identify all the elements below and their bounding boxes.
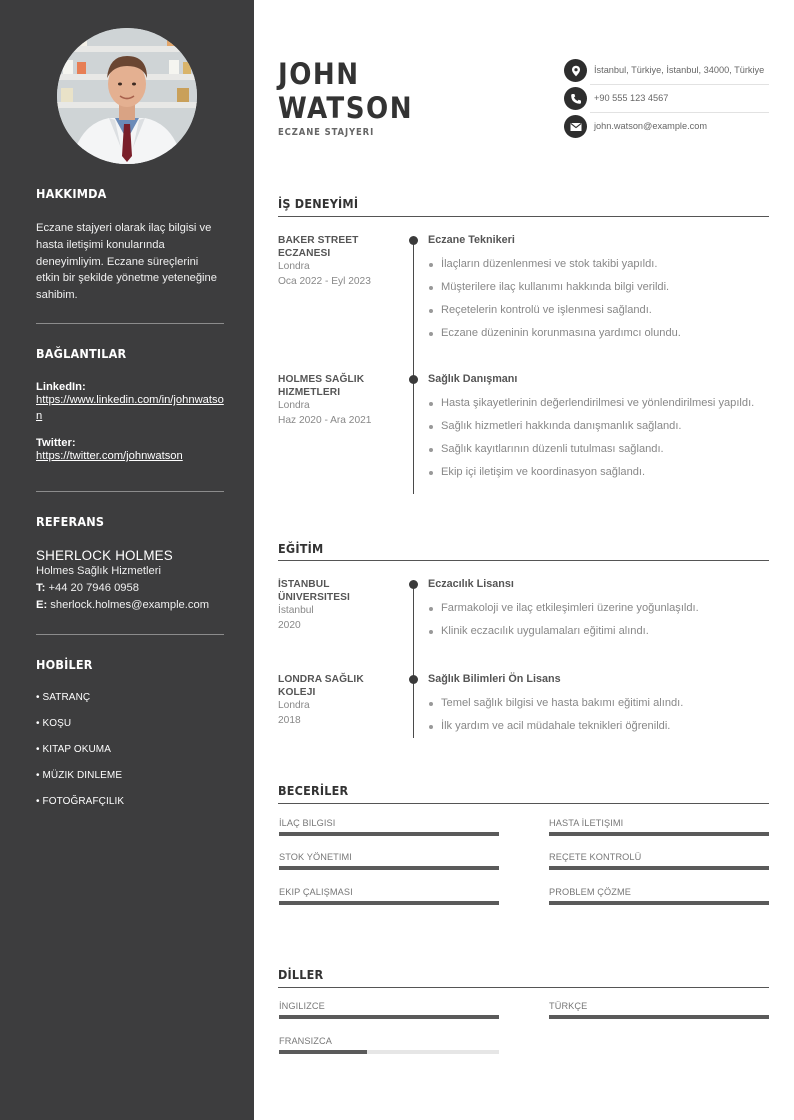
- skill-level-fill: [279, 901, 499, 905]
- profile-photo: [57, 28, 197, 164]
- skill-name: PROBLEM ÇÖZME: [549, 887, 631, 897]
- hobby-item: • SATRANÇ: [36, 692, 91, 703]
- skill-level-bar: [549, 866, 769, 870]
- timeline-dot: [409, 236, 418, 245]
- skill-name: REÇETE KONTROLÜ: [549, 852, 642, 862]
- skill-level-fill: [279, 832, 499, 836]
- job-role: Sağlık Danışmanı: [428, 373, 518, 385]
- language-name: İNGILIZCE: [279, 1001, 325, 1011]
- hobby-item: • FOTOĞRAFÇILIK: [36, 796, 125, 807]
- reference-phone: [36, 580, 224, 597]
- links-section: [36, 346, 224, 465]
- duty-item: Eczane düzeninin korunmasına yardımcı olundu.: [428, 326, 768, 341]
- duty-item: Reçetelerin kontrolü ve işlenmesi sağlandı.: [428, 303, 768, 318]
- language-level-bar: [279, 1015, 499, 1019]
- email-icon: [564, 115, 587, 138]
- experience-timeline: [413, 240, 414, 494]
- skill-item: [549, 887, 769, 897]
- section-divider: [278, 560, 769, 561]
- education-entry-details: [428, 577, 768, 647]
- employment-dates: Haz 2020 - Ara 2021: [278, 414, 372, 426]
- linkedin-label: LinkedIn:: [36, 381, 86, 393]
- education-detail-item: Temel sağlık bilgisi ve hasta bakımı eğitimi alındı.: [428, 696, 768, 711]
- phone-icon: [564, 87, 587, 110]
- language-level-fill: [549, 1015, 769, 1019]
- employer-name: BAKER STREET ECZANESI: [278, 235, 359, 259]
- sidebar: [0, 0, 254, 1120]
- duty-item: Müşterilere ilaç kullanımı hakkında bilgi verildi.: [428, 280, 768, 295]
- experience-entry-details: [428, 233, 768, 349]
- language-level-fill: [279, 1015, 499, 1019]
- school-location: Londra: [278, 700, 310, 711]
- reference-email: [36, 597, 224, 614]
- education-detail-item: Klinik eczacılık uygulamaları eğitimi alındı.: [428, 624, 768, 639]
- education-timeline: [413, 584, 414, 738]
- graduation-year: 2018: [278, 714, 301, 726]
- contact-address: [564, 59, 769, 82]
- education-entry-details: [428, 672, 768, 742]
- education-details-list: [428, 601, 768, 639]
- profile-photo-illustration: [57, 28, 197, 164]
- employer-location: Londra: [278, 261, 310, 272]
- duties-list: [428, 257, 768, 341]
- hobby-item: • KOŞU: [36, 718, 72, 729]
- language-name: TÜRKÇE: [549, 1001, 588, 1011]
- language-item: [279, 1001, 499, 1011]
- divider: [36, 491, 224, 492]
- skill-level-bar: [549, 832, 769, 836]
- skill-level-fill: [549, 832, 769, 836]
- name-heading: [278, 57, 413, 125]
- hobbies-title: HOBİLER: [36, 657, 93, 672]
- skill-name: EKIP ÇALIŞMASI: [279, 887, 353, 897]
- skill-name: HASTA İLETIŞIMI: [549, 818, 624, 828]
- experience-entry-details: [428, 372, 768, 488]
- about-title: HAKKIMDA: [36, 186, 107, 201]
- job-title: ECZANE STAJYERI: [278, 127, 375, 138]
- linkedin-link[interactable]: https://www.linkedin.com/in/johnwatson: [36, 394, 224, 422]
- reference-title: REFERANS: [36, 514, 105, 529]
- education-detail-item: Farmakoloji ve ilaç etkileşimleri üzerine yoğunlaşıldı.: [428, 601, 768, 616]
- hobbies-list: [36, 692, 224, 822]
- skill-item: [549, 818, 769, 828]
- employment-dates: Oca 2022 - Eyl 2023: [278, 275, 371, 287]
- school-name: LONDRA SAĞLIK KOLEJI: [278, 674, 364, 698]
- timeline-dot: [409, 375, 418, 384]
- language-name: FRANSIZCA: [279, 1036, 332, 1046]
- location-pin-icon: [564, 59, 587, 82]
- twitter-link[interactable]: https://twitter.com/johnwatson: [36, 450, 183, 462]
- skill-level-fill: [279, 866, 499, 870]
- skill-level-bar: [279, 866, 499, 870]
- link-twitter: [36, 437, 224, 465]
- hobby-item: • MÜZIK DINLEME: [36, 770, 123, 781]
- section-divider: [278, 987, 769, 988]
- reference-email-value: sherlock.holmes@example.com: [50, 599, 210, 611]
- degree-name: Sağlık Bilimleri Ön Lisans: [428, 673, 561, 685]
- phone-text: +90 555 123 4567: [594, 93, 669, 103]
- duty-item: İlaçların düzenlenmesi ve stok takibi yapıldı.: [428, 257, 768, 272]
- section-divider: [278, 803, 769, 804]
- timeline-dot: [409, 675, 418, 684]
- skill-level-bar: [279, 832, 499, 836]
- experience-entry-meta: [278, 373, 400, 428]
- education-detail-item: İlk yardım ve acil müdahale teknikleri öğrenildi.: [428, 719, 768, 734]
- about-section: [36, 186, 224, 304]
- reference-phone-label: T:: [36, 582, 46, 594]
- about-text: Eczane stajyeri olarak ilaç bilgisi ve hasta iletişimi konularında deneyimliyim. Eczane süreçlerini etkin bir şekilde yönetme yeteneğine sahibim.: [36, 222, 217, 302]
- school-location: İstanbul: [278, 605, 314, 616]
- reference-company: Holmes Sağlık Hizmetleri: [36, 565, 161, 577]
- skill-item: [279, 818, 499, 828]
- skill-item: [279, 887, 499, 897]
- language-item: [279, 1036, 499, 1046]
- skill-item: [549, 852, 769, 862]
- employer-location: Londra: [278, 400, 310, 411]
- skill-name: STOK YÖNETIMI: [279, 852, 352, 862]
- contact-phone: [564, 87, 769, 110]
- contact-divider: [590, 84, 769, 85]
- reference-name: SHERLOCK HOLMES: [36, 548, 173, 563]
- language-level-bar: [549, 1015, 769, 1019]
- education-title: EĞİTİM: [278, 541, 324, 556]
- contact-divider: [590, 112, 769, 113]
- section-divider: [278, 216, 769, 217]
- skill-level-fill: [549, 901, 769, 905]
- degree-name: Eczacılık Lisansı: [428, 578, 514, 590]
- language-item: [549, 1001, 769, 1011]
- skill-level-bar: [279, 901, 499, 905]
- school-name: İSTANBUL ÜNIVERSITESI: [278, 579, 350, 603]
- contact-email: [564, 115, 769, 138]
- experience-entry-meta: [278, 234, 400, 289]
- divider: [36, 634, 224, 635]
- skill-name: İLAÇ BILGISI: [279, 818, 336, 828]
- hobbies-section: [36, 657, 224, 822]
- address-text: İstanbul, Türkiye, İstanbul, 34000, Türkiye: [594, 65, 765, 75]
- duty-item: Hasta şikayetlerinin değerlendirilmesi ve yönlendirilmesi yapıldı.: [428, 396, 768, 411]
- education-entry-meta: [278, 673, 400, 728]
- skill-level-fill: [549, 866, 769, 870]
- education-details-list: [428, 696, 768, 734]
- languages-title: DİLLER: [278, 967, 324, 982]
- skill-item: [279, 852, 499, 862]
- timeline-dot: [409, 580, 418, 589]
- skill-level-bar: [549, 901, 769, 905]
- reference-section: [36, 514, 224, 614]
- language-level-fill: [279, 1050, 367, 1054]
- reference-phone-value: +44 20 7946 0958: [48, 582, 139, 594]
- duty-item: Sağlık hizmetleri hakkında danışmanlık sağlandı.: [428, 419, 768, 434]
- first-name: JOHN: [278, 57, 360, 91]
- skills-title: BECERİLER: [278, 783, 349, 798]
- link-linkedin: [36, 381, 224, 424]
- language-level-bar: [279, 1050, 499, 1054]
- hobby-item: • KITAP OKUMA: [36, 744, 112, 755]
- education-entry-meta: [278, 578, 400, 633]
- twitter-label: Twitter:: [36, 437, 76, 449]
- employer-name: HOLMES SAĞLIK HIZMETLERI: [278, 374, 365, 398]
- duties-list: [428, 396, 768, 480]
- duty-item: Ekip içi iletişim ve koordinasyon sağlandı.: [428, 465, 768, 480]
- reference-email-label: E:: [36, 599, 48, 611]
- divider: [36, 323, 224, 324]
- last-name: WATSON: [278, 91, 414, 125]
- duty-item: Sağlık kayıtlarının düzenli tutulması sağlandı.: [428, 442, 768, 457]
- email-text[interactable]: john.watson@example.com: [594, 121, 707, 131]
- experience-title: İŞ DENEYİMİ: [278, 196, 359, 211]
- job-role: Eczane Teknikeri: [428, 234, 515, 246]
- graduation-year: 2020: [278, 619, 301, 631]
- links-title: BAĞLANTILAR: [36, 346, 127, 361]
